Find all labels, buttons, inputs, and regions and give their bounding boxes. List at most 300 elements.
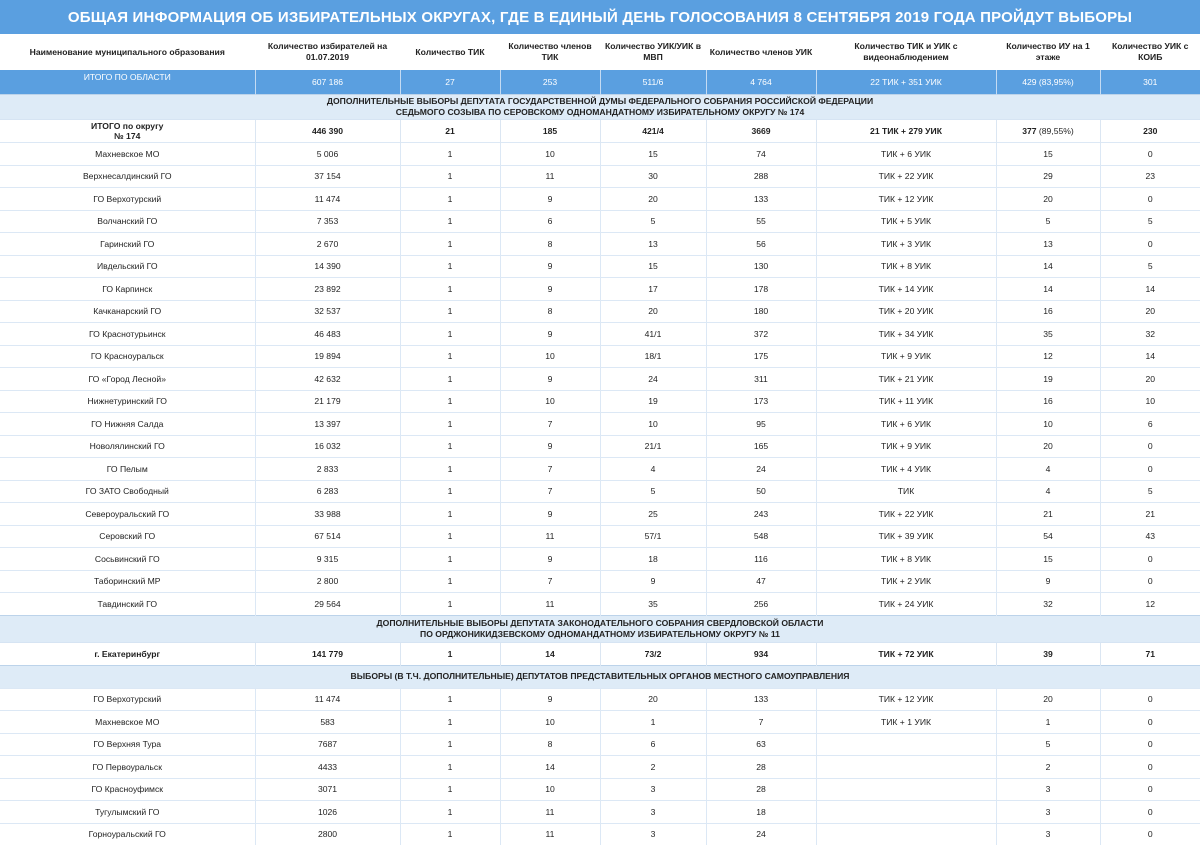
cell-uik: 21/1	[600, 435, 706, 458]
cell-uik: 15	[600, 255, 706, 278]
table-row	[0, 390, 1200, 413]
cell-tik-members: 9	[500, 435, 600, 458]
cell-name: ГО Верхотурский	[0, 188, 255, 211]
ekaterinburg-row	[0, 642, 1200, 665]
cell-uik-members: 311	[706, 368, 816, 391]
cell-iu: 3	[996, 801, 1100, 824]
section-header-local	[0, 665, 1200, 688]
cell-iu: 20	[996, 435, 1100, 458]
cell-voters: 2 800	[255, 570, 400, 593]
cell-koib: 0	[1100, 801, 1200, 824]
cell-video: ТИК + 3 УИК	[816, 233, 996, 256]
cell-tik-members: 10	[500, 390, 600, 413]
subtotal-iu-pct: (89,55%)	[1036, 126, 1074, 136]
cell-koib: 71	[1100, 642, 1200, 665]
cell-video: ТИК	[816, 480, 996, 503]
cell-uik-members: 24	[706, 458, 816, 481]
table-row	[0, 503, 1200, 526]
table-row	[0, 210, 1200, 233]
section1-title-line1: ДОПОЛНИТЕЛЬНЫЕ ВЫБОРЫ ДЕПУТАТА ГОСУДАРСТВЕННОЙ ДУМЫ ФЕДЕРАЛЬНОГО СОБРАНИЯ РОССИЙСКОЙ ФЕДЕРАЦИИ	[326, 96, 874, 106]
cell-tik: 1	[400, 210, 500, 233]
cell-iu: 1	[996, 711, 1100, 734]
cell-tik: 1	[400, 480, 500, 503]
table-row	[0, 593, 1200, 616]
cell-video	[816, 733, 996, 756]
total-tik-members: 253	[500, 70, 600, 95]
cell-uik-members: 256	[706, 593, 816, 616]
table-row	[0, 255, 1200, 278]
cell-uik: 5	[600, 210, 706, 233]
cell-uik: 6	[600, 733, 706, 756]
cell-video: ТИК + 39 УИК	[816, 525, 996, 548]
cell-voters: 14 390	[255, 255, 400, 278]
page-title: ОБЩАЯ ИНФОРМАЦИЯ ОБ ИЗБИРАТЕЛЬНЫХ ОКРУГАХ, ГДЕ В ЕДИНЫЙ ДЕНЬ ГОЛОСОВАНИЯ 8 СЕНТЯБРЯ 2019 ГОДА ПРОЙДУТ ВЫБОРЫ	[0, 0, 1200, 34]
cell-koib: 0	[1100, 778, 1200, 801]
total-uik: 511/6	[600, 70, 706, 95]
cell-koib: 0	[1100, 188, 1200, 211]
cell-video: ТИК + 20 УИК	[816, 300, 996, 323]
cell-tik: 1	[400, 278, 500, 301]
table-row	[0, 413, 1200, 436]
col-header-name: Наименование муниципального образования	[0, 34, 255, 70]
cell-uik: 57/1	[600, 525, 706, 548]
subtotal-uik-members: 3669	[706, 120, 816, 143]
table-row	[0, 345, 1200, 368]
cell-uik-members: 934	[706, 642, 816, 665]
cell-koib: 5	[1100, 255, 1200, 278]
cell-name: Североуральский ГО	[0, 503, 255, 526]
cell-koib: 0	[1100, 570, 1200, 593]
cell-uik: 18	[600, 548, 706, 571]
cell-iu: 19	[996, 368, 1100, 391]
cell-uik-members: 24	[706, 823, 816, 845]
subtotal-name	[0, 120, 255, 143]
cell-uik: 73/2	[600, 642, 706, 665]
cell-name: Гаринский ГО	[0, 233, 255, 256]
cell-uik: 20	[600, 188, 706, 211]
cell-iu: 13	[996, 233, 1100, 256]
cell-name: ГО Пелым	[0, 458, 255, 481]
elections-table	[0, 34, 1200, 845]
total-iu: 429 (83,95%)	[996, 70, 1100, 95]
cell-koib: 43	[1100, 525, 1200, 548]
cell-voters: 19 894	[255, 345, 400, 368]
cell-video: ТИК + 9 УИК	[816, 345, 996, 368]
table-row	[0, 143, 1200, 166]
cell-koib: 10	[1100, 390, 1200, 413]
cell-uik-members: 133	[706, 688, 816, 711]
cell-tik-members: 10	[500, 143, 600, 166]
cell-video: ТИК + 2 УИК	[816, 570, 996, 593]
cell-video: ТИК + 24 УИК	[816, 593, 996, 616]
table-row	[0, 688, 1200, 711]
cell-iu: 3	[996, 778, 1100, 801]
cell-iu: 20	[996, 188, 1100, 211]
cell-name: Верхнесалдинский ГО	[0, 165, 255, 188]
cell-koib: 0	[1100, 711, 1200, 734]
cell-iu: 3	[996, 823, 1100, 845]
col-header-video: Количество ТИК и УИК с видеонаблюдением	[816, 34, 996, 70]
table-row	[0, 480, 1200, 503]
cell-video: ТИК + 8 УИК	[816, 255, 996, 278]
cell-uik: 3	[600, 823, 706, 845]
cell-tik: 1	[400, 435, 500, 458]
cell-voters: 141 779	[255, 642, 400, 665]
cell-voters: 9 315	[255, 548, 400, 571]
section-header-legislative-line2: ПО ОРДЖОНИКИДЗЕВСКОМУ ОДНОМАНДАТНОМУ ИЗБИРАТЕЛЬНОМУ ОКРУГУ № 11	[420, 628, 780, 639]
cell-video: ТИК + 12 УИК	[816, 188, 996, 211]
cell-uik: 15	[600, 143, 706, 166]
cell-name: ГО Карпинск	[0, 278, 255, 301]
cell-name: Серовский ГО	[0, 525, 255, 548]
cell-iu: 16	[996, 390, 1100, 413]
cell-uik: 9	[600, 570, 706, 593]
cell-uik: 24	[600, 368, 706, 391]
cell-uik: 10	[600, 413, 706, 436]
cell-video: ТИК + 1 УИК	[816, 711, 996, 734]
cell-tik: 1	[400, 756, 500, 779]
cell-uik-members: 178	[706, 278, 816, 301]
cell-tik-members: 11	[500, 165, 600, 188]
cell-name: ГО Красноуфимск	[0, 778, 255, 801]
table-row	[0, 733, 1200, 756]
cell-name: Волчанский ГО	[0, 210, 255, 233]
cell-tik: 1	[400, 368, 500, 391]
cell-iu: 35	[996, 323, 1100, 346]
cell-name: ГО Первоуральск	[0, 756, 255, 779]
cell-voters: 37 154	[255, 165, 400, 188]
cell-name: Таборинский МР	[0, 570, 255, 593]
table-row	[0, 300, 1200, 323]
cell-tik: 1	[400, 570, 500, 593]
cell-tik: 1	[400, 642, 500, 665]
cell-uik-members: 28	[706, 778, 816, 801]
table-row	[0, 711, 1200, 734]
cell-name: ГО Нижняя Салда	[0, 413, 255, 436]
cell-koib: 14	[1100, 278, 1200, 301]
cell-voters: 42 632	[255, 368, 400, 391]
cell-tik-members: 11	[500, 801, 600, 824]
cell-uik-members: 130	[706, 255, 816, 278]
cell-voters: 2 670	[255, 233, 400, 256]
cell-voters: 29 564	[255, 593, 400, 616]
cell-voters: 16 032	[255, 435, 400, 458]
cell-uik-members: 28	[706, 756, 816, 779]
table-row	[0, 756, 1200, 779]
cell-uik: 35	[600, 593, 706, 616]
col-header-tik: Количество ТИК	[400, 34, 500, 70]
cell-video: ТИК + 11 УИК	[816, 390, 996, 413]
cell-iu: 9	[996, 570, 1100, 593]
cell-video: ТИК + 22 УИК	[816, 503, 996, 526]
cell-uik: 3	[600, 778, 706, 801]
cell-uik: 18/1	[600, 345, 706, 368]
cell-tik-members: 10	[500, 711, 600, 734]
cell-uik-members: 372	[706, 323, 816, 346]
cell-iu: 29	[996, 165, 1100, 188]
section-header-legislative-line1: ДОПОЛНИТЕЛЬНЫЕ ВЫБОРЫ ДЕПУТАТА ЗАКОНОДАТЕЛЬНОГО СОБРАНИЯ СВЕРДЛОВСКОЙ ОБЛАСТИ	[376, 617, 824, 628]
cell-name: Новолялинский ГО	[0, 435, 255, 458]
cell-tik: 1	[400, 688, 500, 711]
subtotal-voters: 446 390	[255, 120, 400, 143]
cell-koib: 32	[1100, 323, 1200, 346]
cell-uik: 25	[600, 503, 706, 526]
cell-name: г. Екатеринбург	[0, 642, 255, 665]
cell-iu: 21	[996, 503, 1100, 526]
cell-koib: 6	[1100, 413, 1200, 436]
cell-tik: 1	[400, 503, 500, 526]
cell-koib: 23	[1100, 165, 1200, 188]
cell-koib: 5	[1100, 210, 1200, 233]
col-header-uik: Количество УИК/УИК в МВП	[600, 34, 706, 70]
cell-voters: 21 179	[255, 390, 400, 413]
cell-name: Тавдинский ГО	[0, 593, 255, 616]
cell-koib: 0	[1100, 548, 1200, 571]
cell-tik: 1	[400, 548, 500, 571]
col-header-voters: Количество избирателей на 01.07.2019	[255, 34, 400, 70]
subtotal-iu-count: 377	[1022, 126, 1037, 136]
cell-uik-members: 180	[706, 300, 816, 323]
cell-iu: 4	[996, 480, 1100, 503]
cell-iu: 32	[996, 593, 1100, 616]
cell-koib: 14	[1100, 345, 1200, 368]
cell-tik-members: 11	[500, 823, 600, 845]
cell-tik: 1	[400, 233, 500, 256]
cell-tik: 1	[400, 413, 500, 436]
cell-voters: 4433	[255, 756, 400, 779]
cell-name: ГО Верхотурский	[0, 688, 255, 711]
col-header-iu: Количество ИУ на 1 этаже	[996, 34, 1100, 70]
total-voters: 607 186	[255, 70, 400, 95]
cell-tik-members: 8	[500, 733, 600, 756]
cell-iu: 4	[996, 458, 1100, 481]
cell-koib: 0	[1100, 688, 1200, 711]
total-video: 22 ТИК + 351 УИК	[816, 70, 996, 95]
cell-koib: 0	[1100, 733, 1200, 756]
total-koib: 301	[1100, 70, 1200, 95]
cell-name: Качканарский ГО	[0, 300, 255, 323]
cell-tik: 1	[400, 300, 500, 323]
cell-name: ГО Краснотурьинск	[0, 323, 255, 346]
cell-name: Тугулымский ГО	[0, 801, 255, 824]
cell-tik-members: 9	[500, 323, 600, 346]
cell-tik: 1	[400, 165, 500, 188]
cell-uik-members: 133	[706, 188, 816, 211]
cell-koib: 0	[1100, 458, 1200, 481]
cell-tik-members: 8	[500, 300, 600, 323]
cell-name: Махневское МО	[0, 143, 255, 166]
cell-uik: 41/1	[600, 323, 706, 346]
cell-koib: 12	[1100, 593, 1200, 616]
cell-tik-members: 9	[500, 503, 600, 526]
cell-video: ТИК + 22 УИК	[816, 165, 996, 188]
cell-uik-members: 165	[706, 435, 816, 458]
cell-iu: 15	[996, 548, 1100, 571]
cell-uik: 13	[600, 233, 706, 256]
cell-iu: 20	[996, 688, 1100, 711]
cell-tik: 1	[400, 390, 500, 413]
cell-tik: 1	[400, 823, 500, 845]
cell-tik-members: 9	[500, 548, 600, 571]
table-row	[0, 278, 1200, 301]
cell-video: ТИК + 12 УИК	[816, 688, 996, 711]
cell-tik: 1	[400, 778, 500, 801]
cell-video: ТИК + 72 УИК	[816, 642, 996, 665]
table-row	[0, 323, 1200, 346]
col-header-koib: Количество УИК с КОИБ	[1100, 34, 1200, 70]
cell-video: ТИК + 4 УИК	[816, 458, 996, 481]
cell-tik-members: 9	[500, 278, 600, 301]
cell-video: ТИК + 5 УИК	[816, 210, 996, 233]
cell-video: ТИК + 9 УИК	[816, 435, 996, 458]
cell-voters: 32 537	[255, 300, 400, 323]
cell-tik: 1	[400, 711, 500, 734]
cell-uik-members: 56	[706, 233, 816, 256]
cell-video: ТИК + 6 УИК	[816, 413, 996, 436]
cell-voters: 6 283	[255, 480, 400, 503]
cell-name: ГО Верхняя Тура	[0, 733, 255, 756]
district-174-subtotal-row	[0, 120, 1200, 143]
header-row	[0, 34, 1200, 70]
cell-voters: 13 397	[255, 413, 400, 436]
cell-uik-members: 55	[706, 210, 816, 233]
cell-video: ТИК + 14 УИК	[816, 278, 996, 301]
col-header-tik-members: Количество членов ТИК	[500, 34, 600, 70]
cell-tik: 1	[400, 801, 500, 824]
table-row	[0, 801, 1200, 824]
cell-iu: 12	[996, 345, 1100, 368]
cell-iu: 16	[996, 300, 1100, 323]
cell-uik-members: 288	[706, 165, 816, 188]
cell-video	[816, 778, 996, 801]
cell-uik-members: 63	[706, 733, 816, 756]
cell-uik: 1	[600, 711, 706, 734]
cell-tik: 1	[400, 458, 500, 481]
cell-tik: 1	[400, 525, 500, 548]
cell-voters: 5 006	[255, 143, 400, 166]
cell-koib: 21	[1100, 503, 1200, 526]
cell-tik-members: 7	[500, 413, 600, 436]
cell-tik-members: 7	[500, 480, 600, 503]
cell-uik-members: 74	[706, 143, 816, 166]
table-row	[0, 165, 1200, 188]
cell-voters: 1026	[255, 801, 400, 824]
table-row	[0, 525, 1200, 548]
total-uik-members: 4 764	[706, 70, 816, 95]
cell-iu: 2	[996, 756, 1100, 779]
section-header-duma	[0, 95, 1200, 120]
cell-name: Сосьвинский ГО	[0, 548, 255, 571]
section-header-legislative	[0, 615, 1200, 642]
cell-iu: 5	[996, 210, 1100, 233]
cell-koib: 0	[1100, 233, 1200, 256]
cell-name: Ивдельский ГО	[0, 255, 255, 278]
cell-iu: 54	[996, 525, 1100, 548]
cell-uik: 19	[600, 390, 706, 413]
cell-uik-members: 173	[706, 390, 816, 413]
cell-uik-members: 50	[706, 480, 816, 503]
table-row	[0, 458, 1200, 481]
subtotal-name-line2: № 174	[114, 131, 141, 141]
cell-voters: 11 474	[255, 688, 400, 711]
cell-voters: 2800	[255, 823, 400, 845]
cell-name: ГО ЗАТО Свободный	[0, 480, 255, 503]
cell-koib: 20	[1100, 300, 1200, 323]
cell-uik: 3	[600, 801, 706, 824]
total-name: ИТОГО ПО ОБЛАСТИ	[0, 70, 255, 95]
table-row	[0, 188, 1200, 211]
cell-iu: 10	[996, 413, 1100, 436]
subtotal-tik-members: 185	[500, 120, 600, 143]
cell-uik-members: 548	[706, 525, 816, 548]
total-tik: 27	[400, 70, 500, 95]
cell-name: Махневское МО	[0, 711, 255, 734]
cell-tik-members: 14	[500, 642, 600, 665]
cell-koib: 20	[1100, 368, 1200, 391]
cell-uik: 20	[600, 300, 706, 323]
cell-tik: 1	[400, 323, 500, 346]
cell-iu: 14	[996, 278, 1100, 301]
cell-tik-members: 7	[500, 570, 600, 593]
table-row	[0, 778, 1200, 801]
cell-voters: 7687	[255, 733, 400, 756]
cell-video	[816, 801, 996, 824]
cell-video: ТИК + 6 УИК	[816, 143, 996, 166]
cell-tik-members: 9	[500, 188, 600, 211]
cell-koib: 0	[1100, 756, 1200, 779]
subtotal-koib: 230	[1100, 120, 1200, 143]
cell-voters: 23 892	[255, 278, 400, 301]
subtotal-name-line1: ИТОГО по округу	[91, 121, 164, 131]
region-total-row	[0, 70, 1200, 95]
cell-voters: 3071	[255, 778, 400, 801]
section-header-local-line1: ВЫБОРЫ (В Т.Ч. ДОПОЛНИТЕЛЬНЫЕ) ДЕПУТАТОВ ПРЕДСТАВИТЕЛЬНЫХ ОРГАНОВ МЕСТНОГО САМОУПРАВЛЕНИЯ	[350, 671, 850, 681]
cell-name: ГО «Город Лесной»	[0, 368, 255, 391]
cell-uik-members: 47	[706, 570, 816, 593]
cell-tik-members: 7	[500, 458, 600, 481]
cell-voters: 67 514	[255, 525, 400, 548]
cell-voters: 11 474	[255, 188, 400, 211]
cell-tik-members: 11	[500, 525, 600, 548]
cell-iu: 5	[996, 733, 1100, 756]
cell-video: ТИК + 21 УИК	[816, 368, 996, 391]
cell-koib: 0	[1100, 435, 1200, 458]
cell-uik-members: 95	[706, 413, 816, 436]
cell-voters: 33 988	[255, 503, 400, 526]
cell-tik-members: 6	[500, 210, 600, 233]
cell-voters: 2 833	[255, 458, 400, 481]
cell-tik: 1	[400, 255, 500, 278]
cell-uik-members: 116	[706, 548, 816, 571]
table-row	[0, 823, 1200, 845]
cell-iu: 14	[996, 255, 1100, 278]
cell-tik-members: 9	[500, 255, 600, 278]
cell-tik: 1	[400, 733, 500, 756]
subtotal-tik: 21	[400, 120, 500, 143]
cell-uik: 20	[600, 688, 706, 711]
cell-tik-members: 10	[500, 778, 600, 801]
table-row	[0, 548, 1200, 571]
cell-voters: 46 483	[255, 323, 400, 346]
cell-koib: 0	[1100, 823, 1200, 845]
section1-title-line2: СЕДЬМОГО СОЗЫВА ПО СЕРОВСКОМУ ОДНОМАНДАТНОМУ ИЗБИРАТЕЛЬНОМУ ОКРУГУ № 174	[395, 107, 805, 117]
cell-tik-members: 14	[500, 756, 600, 779]
cell-uik-members: 243	[706, 503, 816, 526]
cell-iu: 15	[996, 143, 1100, 166]
cell-uik: 4	[600, 458, 706, 481]
table-row	[0, 233, 1200, 256]
cell-tik-members: 8	[500, 233, 600, 256]
